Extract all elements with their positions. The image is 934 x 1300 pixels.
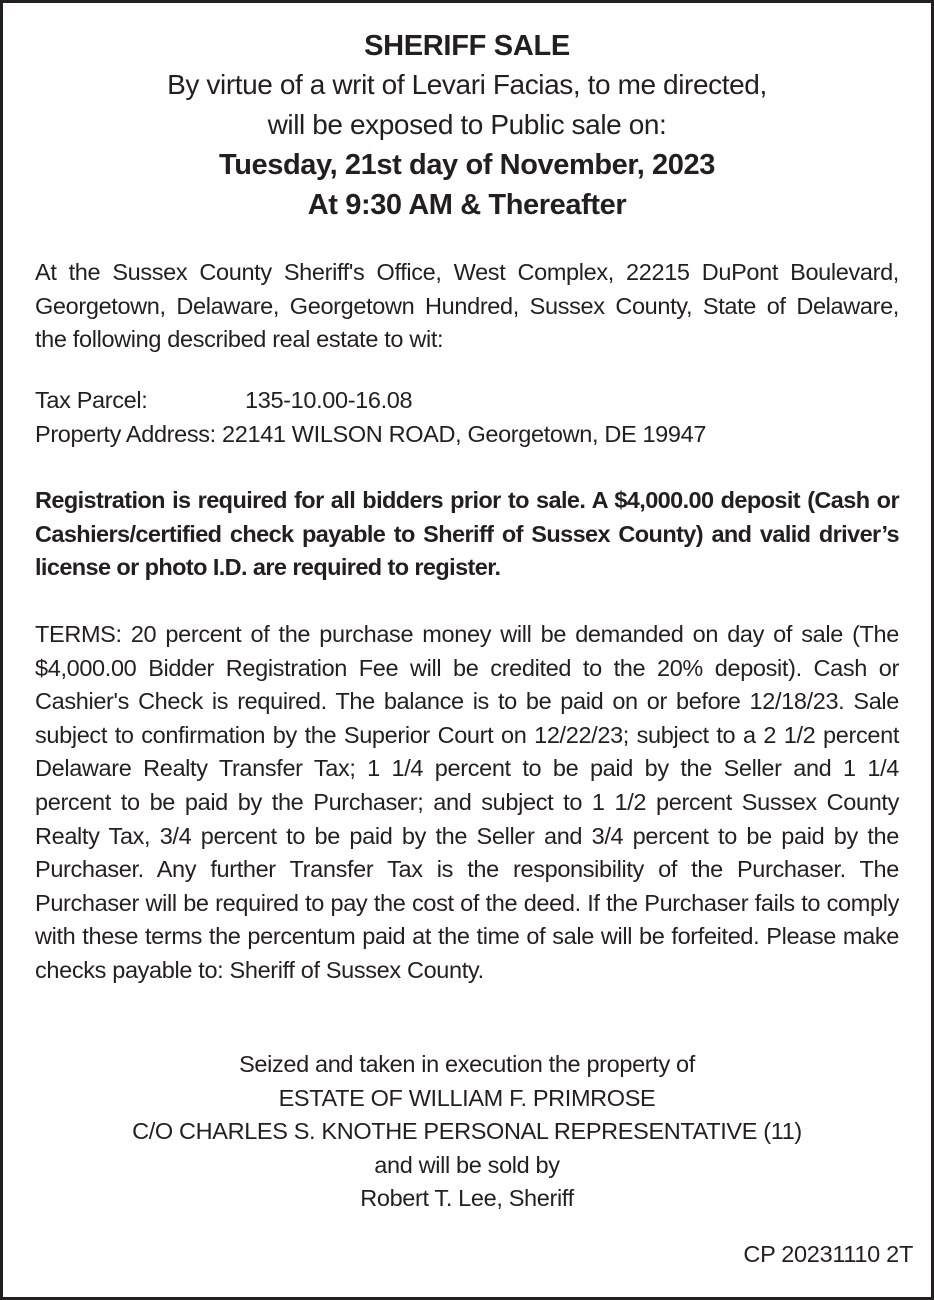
- sheriff-name: Robert T. Lee, Sheriff: [360, 1185, 574, 1212]
- terms-paragraph: TERMS: 20 percent of the purchase money will be demanded on day of sale (The $4,000.00 Bidder Registration Fee will be credited to the 20% deposit). Cash or Cashier's Check is required. The balance is to be paid on or before 12/18/23. Sale subject to confirmation by the Superior Court on 12/22/23; subject to a 2 1/2 percent Delaware Realty Transfer Tax; 1 1/4 percent to be paid by the Seller and 1 1/4 percent to be paid by the Purchaser; and subject to 1 1/2 percent Sussex County Realty Tax, 3/4 percent to be paid by the Seller and 3/4 percent to be paid by the Purchaser. Any further Transfer Tax is the responsibility of the Purchaser. The Purchaser will be required to pay the cost of the deed. If the Purchaser fails to comply with these terms the percentum paid at the time of sale will be forfeited. Please make checks payable to: Sheriff of Sussex County.: [35, 621, 899, 983]
- notice-header: [3, 3, 931, 225]
- sale-time: At 9:30 AM & Thereafter: [307, 189, 627, 221]
- tax-parcel-value: 135-10.00-16.08: [245, 387, 413, 413]
- property-address-value: 22141 WILSON ROAD, Georgetown, DE 19947: [222, 420, 707, 447]
- tax-parcel-label: Tax Parcel:: [35, 387, 148, 413]
- intro-line-2: will be exposed to Public sale on:: [267, 109, 667, 140]
- publication-code: CP 20231110 2T: [743, 1241, 913, 1267]
- notice-title: SHERIFF SALE: [364, 30, 570, 62]
- location-paragraph: At the Sussex County Sheriff's Office, West Complex, 22215 DuPont Boulevard, Georgetown, Delaware, Georgetown Hundred, Sussex County, State of Delaware, the following described real estate to wit:: [35, 259, 899, 353]
- personal-representative: C/O CHARLES S. KNOTHE PERSONAL REPRESENTATIVE (11): [132, 1118, 802, 1145]
- property-address-row: [35, 418, 899, 452]
- tax-parcel-row: [35, 384, 899, 418]
- sale-date: Tuesday, 21st day of November, 2023: [219, 149, 715, 181]
- registration-paragraph: Registration is required for all bidders prior to sale. A $4,000.00 deposit (Cash or Cashiers/certified check payable to Sheriff of Sussex County) and valid driver’s license or photo I.D. are required to register.: [35, 487, 899, 581]
- intro-line-1: By virtue of a writ of Levari Facias, to me directed,: [167, 69, 767, 100]
- sold-by-line: and will be sold by: [374, 1151, 560, 1178]
- seized-line: Seized and taken in execution the property of: [239, 1051, 695, 1077]
- property-address-label: Property Address:: [35, 420, 216, 447]
- seized-block: [3, 1048, 931, 1216]
- parcel-info: [19, 384, 915, 451]
- property-owner: ESTATE OF WILLIAM F. PRIMROSE: [278, 1084, 656, 1111]
